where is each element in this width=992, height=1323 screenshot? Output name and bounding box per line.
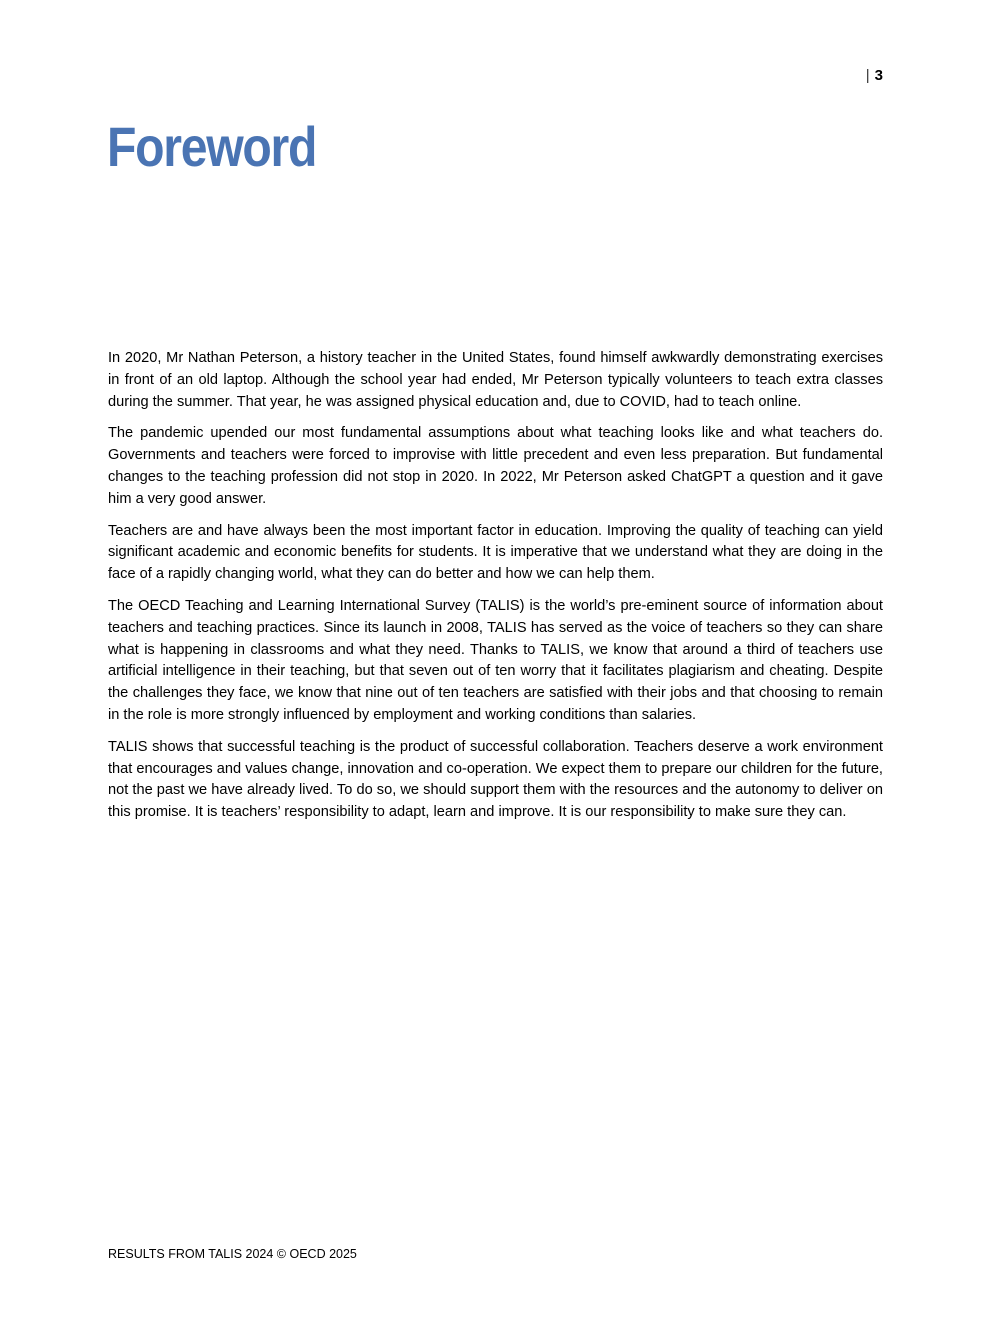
paragraph-4: The OECD Teaching and Learning International Survey (TALIS) is the world’s pre-eminent source of information about teachers and teaching practices. Since its launch in 2008, TALIS has served as the voice of teachers so they can share what is happening in classrooms and what they need. Thanks to TALIS, we know that around a third of teachers use artificial intelligence in their teaching, but that seven out of ten worry that it facilitates plagiarism and cheating. Despite the challenges they face, we know that nine out of ten teachers are satisfied with their jobs and that choosing to remain in the role is more strongly influenced by employment and working conditions than salaries. — [108, 597, 883, 723]
paragraph-5: TALIS shows that successful teaching is the product of successful collaboration. Teachers deserve a work environment that encourages and values change, innovation and co-operation. We expect them to prepare our children for the future, not the past we have already lived. To do so, we should support them with the resources and the autonomy to deliver on this promise. It is teachers’ responsibility to adapt, learn and improve. It is our responsibility to make sure they can. — [108, 738, 883, 821]
page-number — [866, 66, 883, 86]
paragraph-3: Teachers are and have always been the most important factor in education. Improving the quality of teaching can yield significant academic and economic benefits for students. It is imperative that we understand what they are doing in the face of a rapidly changing world, what they can do better and how we can help them. — [108, 522, 883, 583]
page-footer: RESULTS FROM TALIS 2024 © OECD 2025 — [108, 1247, 357, 1261]
page-title: Foreword — [107, 115, 317, 178]
paragraph-2: The pandemic upended our most fundamental assumptions about what teaching looks like and what teachers do. Governments and teachers were forced to improvise with little precedent and even less preparation. But fundamental changes to the teaching profession did not stop in 2020. In 2022, Mr Peterson asked ChatGPT a question and it gave him a very good answer. — [108, 425, 883, 507]
foreword-body — [108, 348, 883, 834]
paragraph-1: In 2020, Mr Nathan Peterson, a history teacher in the United States, found himself awkwardly demonstrating exercises in front of an old laptop. Although the school year had ended, Mr Peterson typically volunteers to teach extra classes during the summer. That year, he was assigned physical education and, due to COVID, had to teach online. — [108, 350, 883, 410]
page-number-value: 3 — [874, 67, 883, 84]
page-number-separator: | — [865, 67, 870, 84]
